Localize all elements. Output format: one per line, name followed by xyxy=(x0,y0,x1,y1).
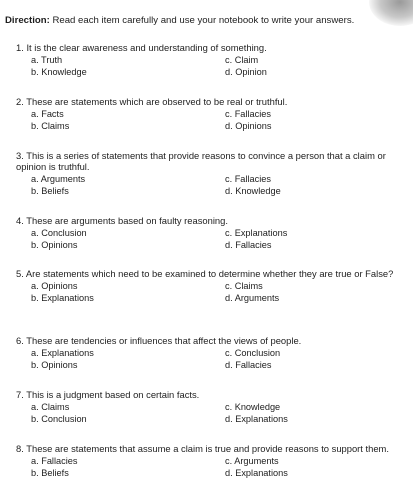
option-b: b. Beliefs xyxy=(31,186,69,196)
option-c: c. Fallacies xyxy=(225,174,271,184)
option-a: a. Claims xyxy=(31,402,70,412)
options xyxy=(16,108,408,134)
question-number: 6. xyxy=(16,335,24,346)
options xyxy=(16,54,408,80)
option-a: a. Explanations xyxy=(31,348,94,358)
option-a: a. Facts xyxy=(31,109,64,119)
options xyxy=(16,455,408,481)
options xyxy=(16,347,408,373)
option-c: c. Conclusion xyxy=(225,348,281,358)
option-c: c. Claim xyxy=(225,55,259,65)
question-stem xyxy=(16,96,408,107)
direction-line xyxy=(5,15,354,26)
question-6 xyxy=(16,335,408,373)
option-c: c. Knowledge xyxy=(225,402,281,412)
question-text: These are arguments based on faulty reasoning. xyxy=(26,215,228,226)
question-text: It is the clear awareness and understanding of something. xyxy=(26,42,267,53)
option-c: c. Claims xyxy=(225,281,263,291)
option-d: d. Fallacies xyxy=(225,240,272,250)
question-number: 4. xyxy=(16,215,24,226)
question-stem xyxy=(16,150,408,172)
option-c: c. Explanations xyxy=(225,228,288,238)
question-stem xyxy=(16,215,408,226)
question-number: 8. xyxy=(16,443,24,454)
page-corner-shadow xyxy=(369,0,413,26)
question-2 xyxy=(16,96,408,134)
option-a: a. Opinions xyxy=(31,281,78,291)
question-text: These are statements that assume a claim is true and provide reasons to support them. xyxy=(26,443,389,454)
question-7 xyxy=(16,389,408,427)
question-number: 3. xyxy=(16,150,24,161)
option-b: b. Knowledge xyxy=(31,67,87,77)
option-a: a. Fallacies xyxy=(31,456,78,466)
option-d: d. Explanations xyxy=(225,414,288,424)
option-a: a. Truth xyxy=(31,55,63,65)
option-d: d. Explanations xyxy=(225,468,288,478)
direction-text: Read each item carefully and use your notebook to write your answers. xyxy=(49,15,355,26)
options xyxy=(16,227,408,253)
option-b: b. Claims xyxy=(31,121,70,131)
question-1 xyxy=(16,42,408,80)
options xyxy=(16,280,408,306)
question-text: These are tendencies or influences that affect the views of people. xyxy=(26,335,302,346)
question-text: Are statements which need to be examined to determine whether they are true or False? xyxy=(25,268,394,279)
question-stem xyxy=(16,389,408,400)
question-stem xyxy=(16,443,408,454)
option-d: d. Opinions xyxy=(225,121,272,131)
question-stem xyxy=(16,42,408,53)
option-a: a. Conclusion xyxy=(31,228,87,238)
option-b: b. Explanations xyxy=(31,293,94,303)
question-number: 2. xyxy=(16,96,24,107)
options xyxy=(16,401,408,427)
question-number: 7. xyxy=(16,389,24,400)
direction-label: Direction: xyxy=(5,15,50,26)
question-number: 1. xyxy=(16,42,24,53)
option-b: b. Conclusion xyxy=(31,414,87,424)
option-d: d. Opinion xyxy=(225,67,267,77)
question-text: These are statements which are observed to be real or truthful. xyxy=(26,96,288,107)
question-5 xyxy=(16,268,408,306)
question-4 xyxy=(16,215,408,253)
option-c: c. Fallacies xyxy=(225,109,271,119)
option-b: b. Beliefs xyxy=(31,468,69,478)
option-a: a. Arguments xyxy=(31,174,86,184)
option-d: d. Arguments xyxy=(225,293,280,303)
question-text: This is a series of statements that provide reasons to convince a person that a claim or opinion is truthful. xyxy=(16,150,386,172)
question-text: This is a judgment based on certain facts. xyxy=(26,389,200,400)
options xyxy=(16,173,408,199)
question-stem xyxy=(16,268,408,279)
option-b: b. Opinions xyxy=(31,240,78,250)
option-d: d. Fallacies xyxy=(225,360,272,370)
option-d: d. Knowledge xyxy=(225,186,281,196)
question-stem xyxy=(16,335,408,346)
question-8 xyxy=(16,443,408,481)
question-number: 5. xyxy=(16,268,24,279)
question-3 xyxy=(16,150,408,199)
option-b: b. Opinions xyxy=(31,360,78,370)
option-c: c. Arguments xyxy=(225,456,279,466)
